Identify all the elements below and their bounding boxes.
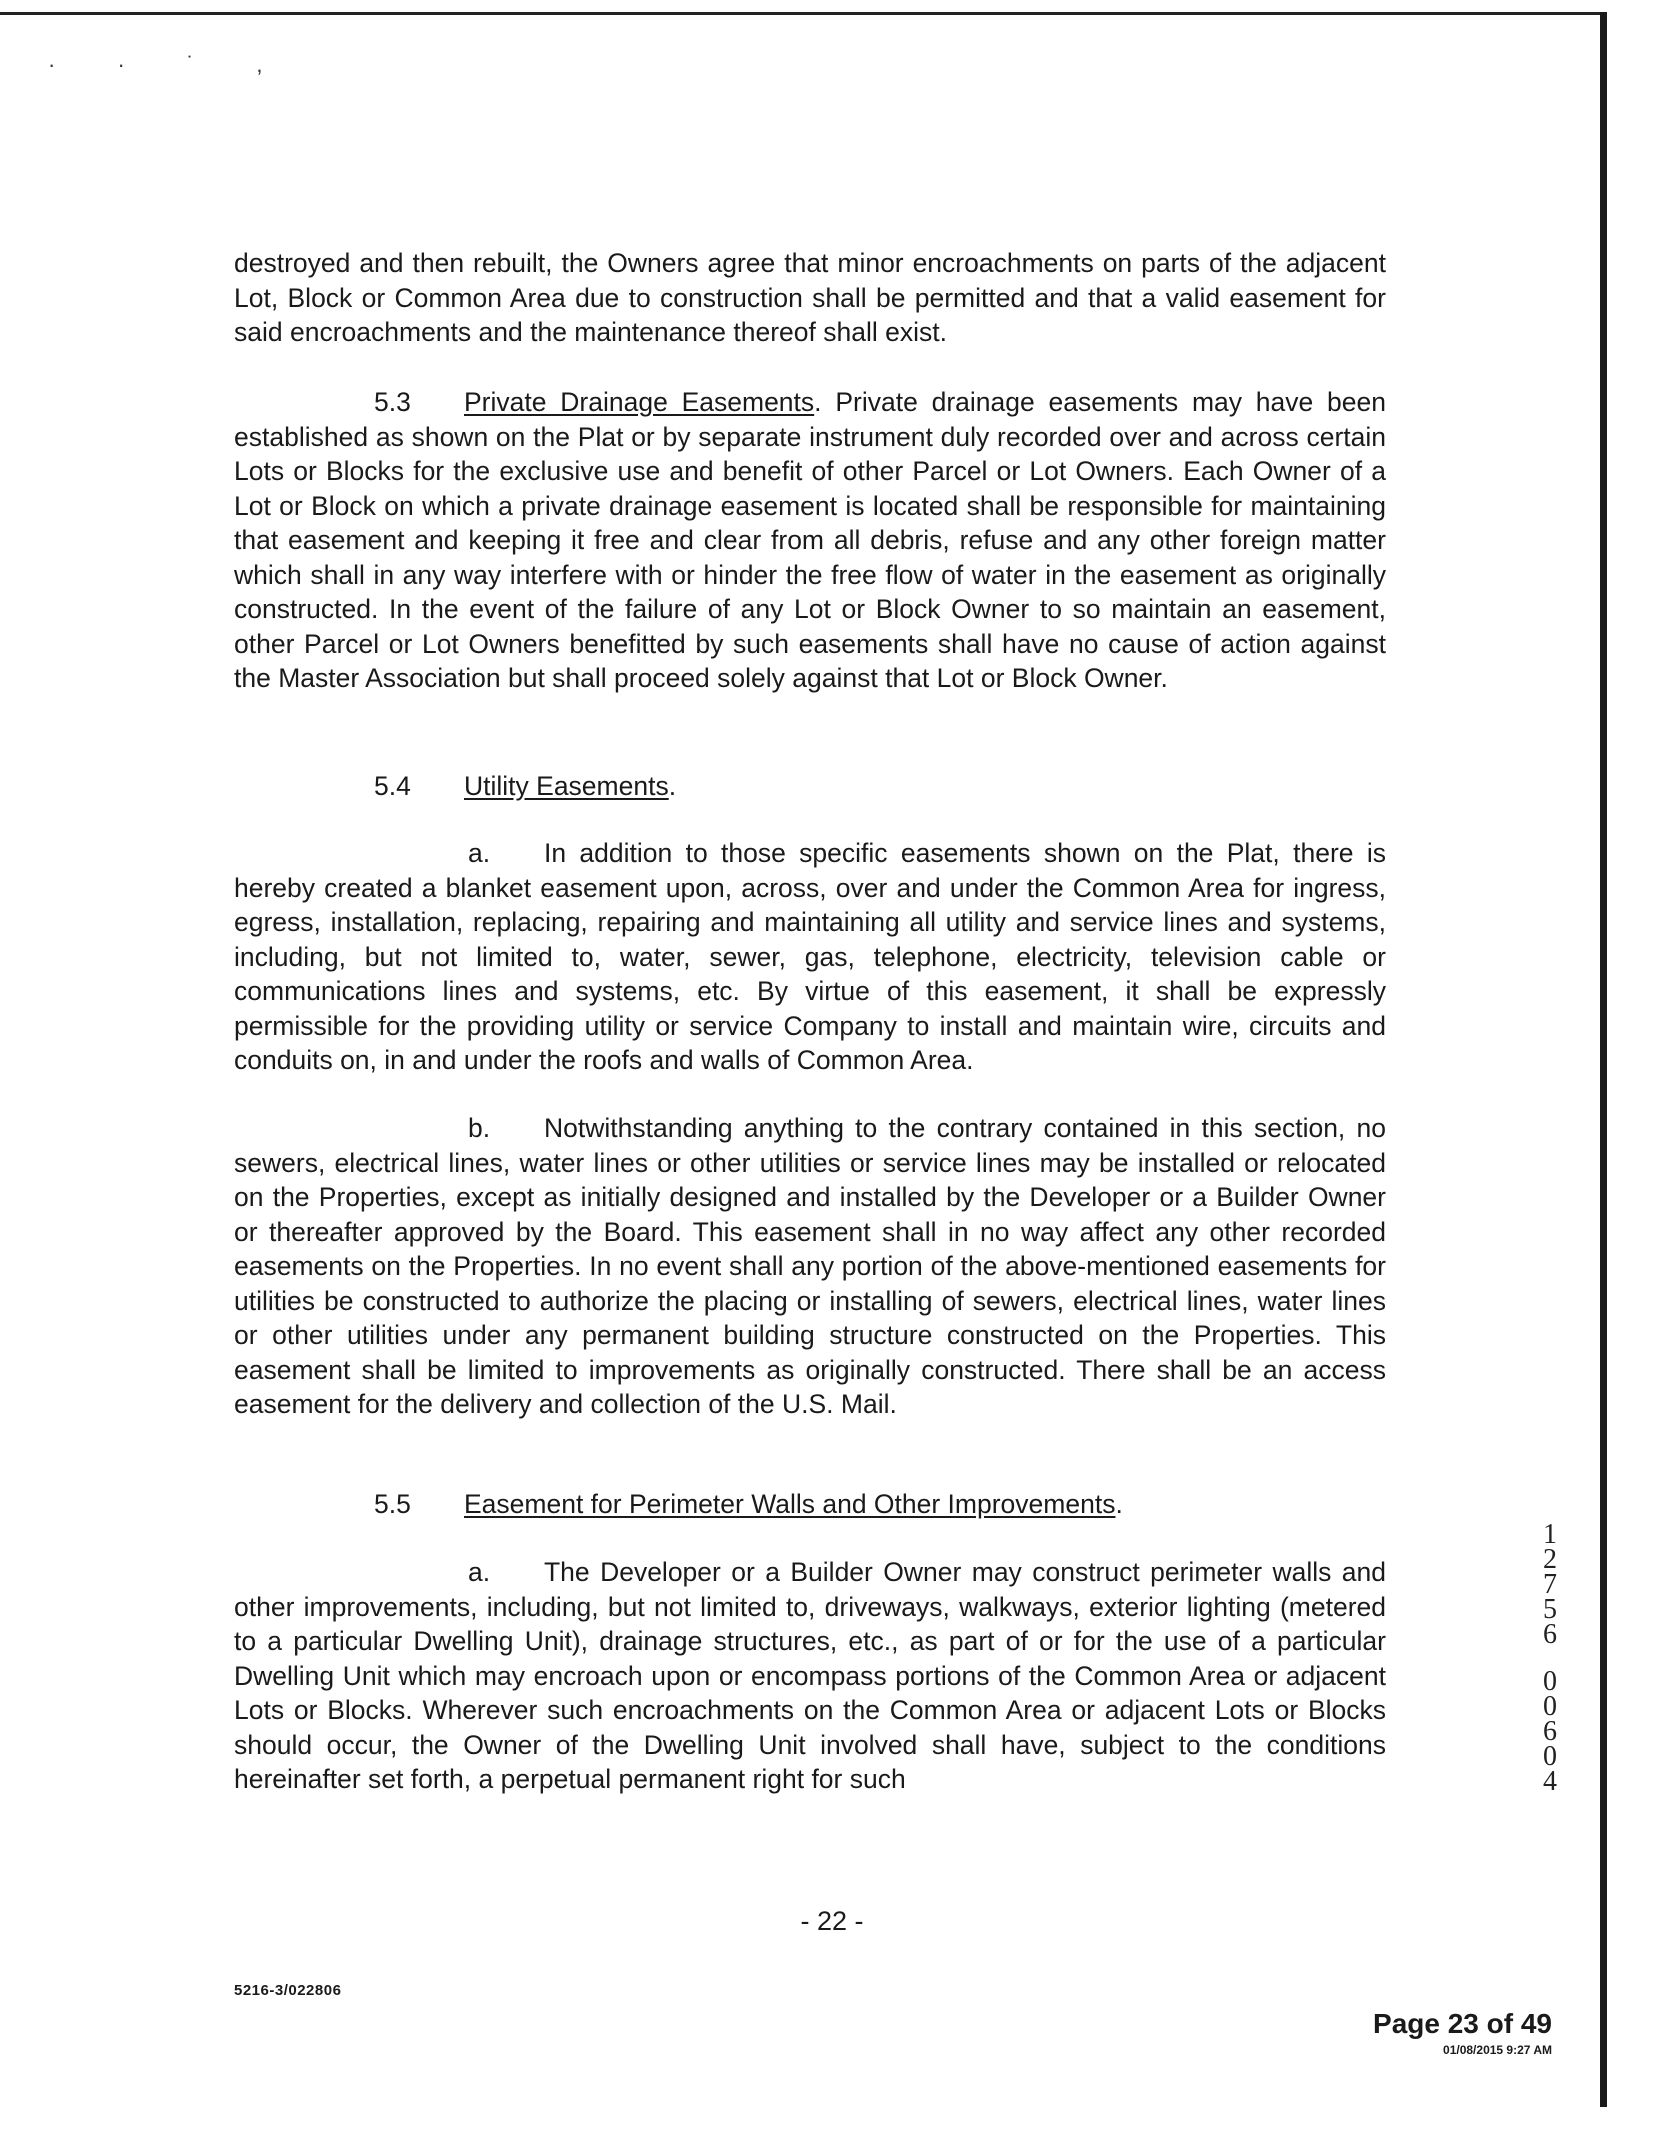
section-5-3: [234, 385, 1386, 696]
stamp-digit: 7: [1543, 1569, 1557, 1600]
stamp-digit: 5: [1543, 1594, 1557, 1625]
stamp-digit: 6: [1543, 1716, 1557, 1747]
section-number: 5.4: [374, 771, 411, 801]
stamp-digit: 6: [1543, 1619, 1557, 1650]
section-title: Easement for Perimeter Walls and Other Improvements: [464, 1489, 1116, 1519]
section-5-5-heading: [374, 1487, 1123, 1522]
section-number: 5.5: [374, 1489, 411, 1519]
page-number: - 22 -: [800, 1906, 864, 1936]
subsection-label: b.: [468, 1113, 491, 1143]
subsection-label: a.: [468, 838, 491, 868]
document-reference: 5216-3/022806: [234, 1982, 342, 1999]
section-5-5-a: [234, 1555, 1386, 1797]
stamp-digit: 0: [1543, 1741, 1557, 1772]
stamp-digit: 0: [1543, 1691, 1557, 1722]
paragraph-text: destroyed and then rebuilt, the Owners agree that minor encroachments on parts of the adjacent Lot, Block or Common Area due to construction shall be permitted and that a valid easement for said encroachments and the maintenance thereof shall exist.: [234, 248, 1386, 347]
section-title: Utility Easements: [464, 771, 669, 801]
stamp-digit: 4: [1543, 1766, 1557, 1797]
paragraph-continuation: [234, 246, 1386, 350]
section-title: Private Drainage Easements: [464, 387, 815, 417]
stamp-digit: 1: [1543, 1519, 1557, 1550]
section-5-4-heading: [374, 769, 676, 804]
section-title-period: .: [668, 771, 677, 801]
page-count: Page 23 of 49: [1373, 2008, 1552, 2039]
section-title-period: .: [1115, 1489, 1123, 1519]
section-number: 5.3: [374, 387, 411, 417]
section-5-4-b: [234, 1111, 1386, 1422]
top-border-line: [0, 12, 1606, 15]
subsection-text: In addition to those specific easements shown on the Plat, there is hereby created a blanket easement upon, across, over and under the Common Area for ingress, egress, installation, replacing, repairing and maintaining all utility and service lines and systems, including, but not limited to, water, sewer, gas, telephone, electricity, television cable or communications lines and systems, etc. By virtue of this easement, it shall be expressly permissible for the providing utility or service Company to install and maintain wire, circuits and conduits on, in and under the roofs and walls of Common Area.: [234, 838, 1386, 1075]
recording-stamp-vertical: [1535, 1519, 1565, 1797]
subsection-text: The Developer or a Builder Owner may construct perimeter walls and other improvements, including, but not limited to, driveways, walkways, exterior lighting (metered to a particular Dwelling Unit), drainage structures, etc., as part of or for the use of a particular Dwelling Unit which may encroach upon or encompass portions of the Common Area or adjacent Lots or Blocks. Wherever such encroachments on the Common Area or adjacent Lots or Blocks should occur, the Owner of the Dwelling Unit involved shall have, subject to the conditions hereinafter set forth, a perpetual permanent right for such: [234, 1557, 1386, 1794]
stamp-datetime: 01/08/2015 9:27 AM: [1443, 2043, 1552, 2057]
stamp-digit: 0: [1543, 1666, 1557, 1697]
section-text: . Private drainage easements may have been established as shown on the Plat or by separate instrument duly recorded over and across certain Lots or Blocks for the exclusive use and benefit of other Parcel or Lot Owners. Each Owner of a Lot or Block on which a private drainage easement is located shall be responsible for maintaining that easement and keeping it free and clear from all debris, refuse and any other foreign matter which shall in any way interfere with or hinder the free flow of water in the easement as originally constructed. In the event of the failure of any Lot or Block Owner to so maintain an easement, other Parcel or Lot Owners benefitted by such easements shall have no cause of action against the Master Association but shall proceed solely against that Lot or Block Owner.: [234, 387, 1386, 693]
scan-marks: · · ˙ ,: [48, 52, 291, 77]
right-border-line: [1600, 12, 1607, 2107]
subsection-text: Notwithstanding anything to the contrary contained in this section, no sewers, electrical lines, water lines or other utilities or service lines may be installed or relocated on the Properties, except as initially designed and installed by the Developer or a Builder Owner or thereafter approved by the Board. This easement shall in no way affect any other recorded easements on the Properties. In no event shall any portion of the above-mentioned easements for utilities be constructed to authorize the placing or installing of sewers, electrical lines, water lines or other utilities under any permanent building structure constructed on the Properties. This easement shall be limited to improvements as originally constructed. There shall be an access easement for the delivery and collection of the U.S. Mail.: [234, 1113, 1386, 1419]
stamp-digit: 2: [1543, 1544, 1557, 1575]
subsection-label: a.: [468, 1557, 491, 1587]
section-5-4-a: [234, 836, 1386, 1078]
